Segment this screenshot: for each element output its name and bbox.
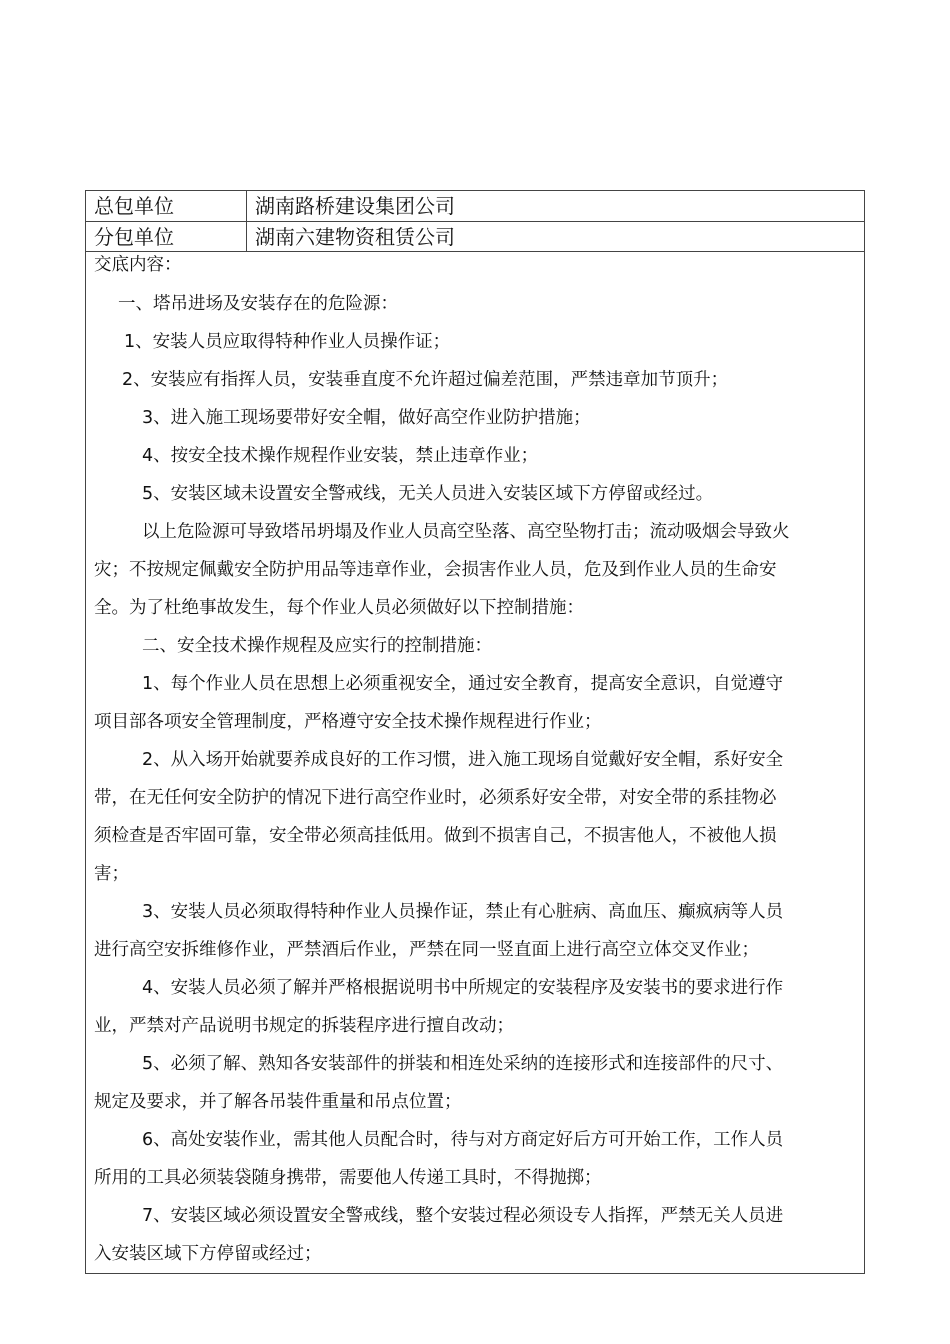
measure-line: 须检查是否牢固可靠，安全带必须高挂低用。做到不损害自己，不损害他人，不被他人损 (94, 826, 777, 846)
measure-line: 进行高空安拆维修作业，严禁酒后作业，严禁在同一竖直面上进行高空立体交叉作业； (94, 940, 759, 960)
measure-line: 4、安装人员必须了解并严格根据说明书中所规定的安装程序及安装书的要求进行作 (142, 978, 784, 998)
column-divider (246, 191, 247, 221)
measure-line: 规定及要求，并了解各吊装件重量和吊点位置； (94, 1092, 462, 1112)
hazard-item: 1、安装人员应取得特种作业人员操作证； (124, 332, 451, 352)
general-contractor-label: 总包单位 (94, 194, 174, 218)
measure-line: 2、从入场开始就要养成良好的工作习惯，进入施工现场自觉戴好安全帽，系好安全 (142, 750, 784, 770)
measure-line: 项目部各项安全管理制度，严格遵守安全技术操作规程进行作业； (94, 712, 602, 732)
column-divider (246, 222, 247, 251)
measure-line: 5、必须了解、熟知各安装部件的拼装和相连处采纳的连接形式和连接部件的尺寸、 (142, 1054, 784, 1074)
summary-line: 灾；不按规定佩戴安全防护用品等违章作业，会损害作业人员，危及到作业人员的生命安 (94, 560, 777, 580)
hazard-item: 2、安装应有指挥人员，安装垂直度不允许超过偏差范围，严禁违章加节顶升； (122, 370, 729, 390)
hazard-item: 5、安装区域未设置安全警戒线，无关人员进入安装区域下方停留或经过。 (142, 484, 714, 504)
measure-line: 入安装区域下方停留或经过； (94, 1244, 322, 1264)
subcontractor-label: 分包单位 (94, 225, 174, 249)
hazard-item: 3、进入施工现场要带好安全帽，做好高空作业防护措施； (142, 408, 591, 428)
subcontractor-value: 湖南六建物资租赁公司 (255, 225, 455, 249)
subcontractor-row (86, 222, 864, 252)
briefing-table (85, 190, 865, 1274)
general-contractor-value: 湖南路桥建设集团公司 (255, 194, 455, 218)
hazard-item: 4、按安全技术操作规程作业安装，禁止违章作业； (142, 446, 539, 466)
intro-label: 交底内容： (94, 255, 182, 275)
general-contractor-row (86, 191, 864, 222)
section1-title: 一、塔吊进场及安装存在的危险源： (118, 294, 398, 314)
section2-title: 二、安全技术操作规程及应实行的控制措施： (142, 636, 492, 656)
measure-line: 业，严禁对产品说明书规定的拆装程序进行擅自改动； (94, 1016, 514, 1036)
measure-line: 带，在无任何安全防护的情况下进行高空作业时，必须系好安全带，对安全带的系挂物必 (94, 788, 777, 808)
measure-line: 害； (94, 864, 129, 884)
measure-line: 所用的工具必须装袋随身携带，需要他人传递工具时，不得抛掷； (94, 1168, 602, 1188)
summary-line: 以上危险源可导致塔吊坍塌及作业人员高空坠落、高空坠物打击；流动吸烟会导致火 (142, 522, 790, 542)
measure-line: 6、高处安装作业，需其他人员配合时，待与对方商定好后方可开始工作，工作人员 (142, 1130, 784, 1150)
measure-line: 1、每个作业人员在思想上必须重视安全，通过安全教育，提高安全意识，自觉遵守 (142, 674, 784, 694)
measure-line: 3、安装人员必须取得特种作业人员操作证，禁止有心脏病、高血压、癫疯病等人员 (142, 902, 784, 922)
measure-line: 7、安装区域必须设置安全警戒线，整个安装过程必须设专人指挥，严禁无关人员进 (142, 1206, 784, 1226)
summary-line: 全。为了杜绝事故发生，每个作业人员必须做好以下控制措施： (94, 598, 584, 618)
